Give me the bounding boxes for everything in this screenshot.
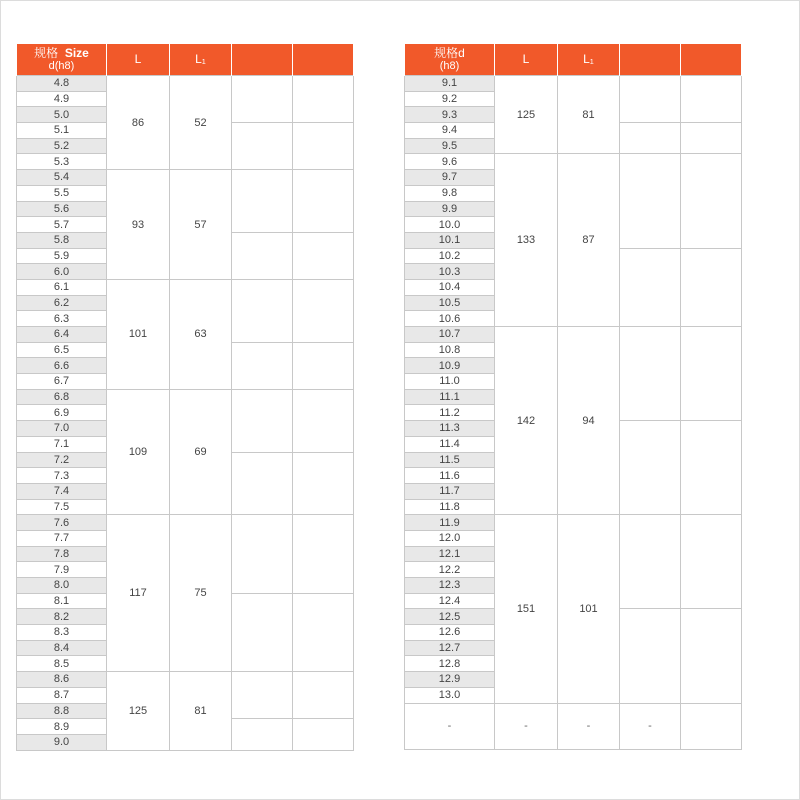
size-cell: 5.3 — [17, 154, 107, 170]
size-cell: 11.0 — [405, 374, 495, 390]
size-cell: 10.8 — [405, 342, 495, 358]
header-l1: L₁ — [558, 44, 620, 76]
size-cell: 7.5 — [17, 499, 107, 515]
size-cell: 10.9 — [405, 358, 495, 374]
size-cell: 11.5 — [405, 452, 495, 468]
empty-cell — [681, 609, 742, 703]
size-cell: 11.1 — [405, 389, 495, 405]
size-cell: 12.8 — [405, 656, 495, 672]
empty-cell — [293, 279, 354, 342]
size-cell: 9.2 — [405, 91, 495, 107]
empty-cell — [293, 452, 354, 515]
size-cell: 6.5 — [17, 342, 107, 358]
size-cell: 12.6 — [405, 625, 495, 641]
size-cell: 10.5 — [405, 295, 495, 311]
dash-cell: - — [620, 703, 681, 749]
size-cell: 7.3 — [17, 468, 107, 484]
size-cell: 9.6 — [405, 154, 495, 170]
size-cell: 7.7 — [17, 530, 107, 546]
empty-cell — [293, 515, 354, 593]
table-row — [17, 279, 354, 295]
size-table-right — [404, 44, 742, 750]
empty-cell — [293, 719, 354, 750]
size-cell: 5.6 — [17, 201, 107, 217]
empty-cell — [293, 232, 354, 279]
size-cell: 12.9 — [405, 672, 495, 688]
size-cell: 7.2 — [17, 452, 107, 468]
size-table-left — [16, 44, 354, 751]
table-body-right — [405, 76, 742, 750]
empty-cell — [232, 76, 293, 123]
length-cell: 109 — [107, 389, 170, 515]
size-cell: 10.4 — [405, 279, 495, 295]
header-size-d: d(h8) — [48, 59, 75, 72]
size-cell: 6.2 — [17, 295, 107, 311]
size-cell: 9.8 — [405, 185, 495, 201]
size-cell: 4.8 — [17, 76, 107, 92]
empty-cell — [620, 154, 681, 248]
size-cell: 9.4 — [405, 123, 495, 139]
length1-cell: 101 — [558, 515, 620, 703]
length1-cell: 63 — [170, 279, 232, 389]
size-cell: 12.1 — [405, 546, 495, 562]
table-row — [17, 170, 354, 186]
size-cell: 11.6 — [405, 468, 495, 484]
size-cell: 7.4 — [17, 483, 107, 499]
header-l1: L₁ — [170, 44, 232, 76]
table-row — [17, 672, 354, 688]
length-cell: 86 — [107, 76, 170, 170]
size-cell: 8.6 — [17, 672, 107, 688]
empty-cell — [620, 327, 681, 421]
size-cell: 6.7 — [17, 374, 107, 390]
size-cell: 8.8 — [17, 703, 107, 719]
length-cell: 125 — [107, 672, 170, 750]
header-empty-2 — [293, 44, 354, 76]
empty-cell — [293, 76, 354, 123]
size-cell: 10.6 — [405, 311, 495, 327]
length1-cell: 94 — [558, 327, 620, 515]
size-cell: 12.3 — [405, 578, 495, 594]
empty-cell — [293, 170, 354, 233]
size-cell: 8.5 — [17, 656, 107, 672]
header-size-d: (h8) — [439, 59, 460, 72]
length-cell: 133 — [495, 154, 558, 327]
header-empty-2 — [681, 44, 742, 76]
size-cell: 9.1 — [405, 76, 495, 92]
length1-cell: 52 — [170, 76, 232, 170]
size-cell: 12.2 — [405, 562, 495, 578]
size-cell: 4.9 — [17, 91, 107, 107]
size-cell: 9.7 — [405, 170, 495, 186]
table-row — [17, 389, 354, 405]
size-cell: 9.0 — [17, 734, 107, 750]
dash-cell: - — [558, 703, 620, 749]
size-cell: 7.1 — [17, 436, 107, 452]
empty-cell — [620, 515, 681, 609]
size-cell: 10.7 — [405, 327, 495, 343]
empty-cell — [232, 279, 293, 342]
empty-cell — [681, 154, 742, 248]
size-cell: 11.9 — [405, 515, 495, 531]
dash-cell: - — [405, 703, 495, 749]
empty-cell — [232, 452, 293, 515]
table-header-row — [405, 44, 742, 76]
size-cell: 6.3 — [17, 311, 107, 327]
empty-cell — [681, 123, 742, 154]
size-cell: 6.6 — [17, 358, 107, 374]
empty-cell — [620, 76, 681, 123]
length1-cell: 81 — [558, 76, 620, 154]
size-cell: 10.0 — [405, 217, 495, 233]
size-cell: 13.0 — [405, 687, 495, 703]
size-cell: 11.8 — [405, 499, 495, 515]
empty-cell — [232, 389, 293, 452]
size-cell: 12.4 — [405, 593, 495, 609]
empty-cell — [232, 719, 293, 750]
size-cell: 6.4 — [17, 327, 107, 343]
size-cell: 8.0 — [17, 578, 107, 594]
size-cell: 11.2 — [405, 405, 495, 421]
size-cell: 8.4 — [17, 640, 107, 656]
size-cell: 9.3 — [405, 107, 495, 123]
size-cell: 8.1 — [17, 593, 107, 609]
length-cell: 101 — [107, 279, 170, 389]
size-cell: 12.0 — [405, 530, 495, 546]
dash-cell: - — [495, 703, 558, 749]
empty-cell — [681, 248, 742, 326]
empty-cell — [232, 515, 293, 593]
header-size-cn: 规格 — [34, 45, 59, 60]
length-cell: 117 — [107, 515, 170, 672]
size-cell: 6.9 — [17, 405, 107, 421]
length1-cell: 69 — [170, 389, 232, 515]
empty-cell — [232, 672, 293, 719]
header-size-en: Size — [64, 45, 89, 60]
size-cell: 8.7 — [17, 687, 107, 703]
table-row — [17, 515, 354, 531]
table-header-row — [17, 44, 354, 76]
empty-cell — [681, 76, 742, 123]
size-cell: 6.0 — [17, 264, 107, 280]
empty-cell — [232, 123, 293, 170]
empty-cell — [681, 703, 742, 749]
size-cell: 6.1 — [17, 279, 107, 295]
header-l: L — [495, 44, 558, 76]
length1-cell: 57 — [170, 170, 232, 280]
size-cell: 7.9 — [17, 562, 107, 578]
empty-cell — [620, 248, 681, 326]
table-body-left — [17, 76, 354, 751]
size-cell: 10.1 — [405, 232, 495, 248]
size-cell: 8.3 — [17, 625, 107, 641]
length1-cell: 81 — [170, 672, 232, 750]
size-cell: 5.5 — [17, 185, 107, 201]
size-cell: 5.1 — [17, 123, 107, 139]
table-row — [405, 76, 742, 92]
empty-cell — [293, 342, 354, 389]
table-row — [405, 327, 742, 343]
size-cell: 7.6 — [17, 515, 107, 531]
size-cell: 7.0 — [17, 421, 107, 437]
length-cell: 125 — [495, 76, 558, 154]
size-cell: 5.4 — [17, 170, 107, 186]
size-cell: 9.9 — [405, 201, 495, 217]
empty-cell — [293, 123, 354, 170]
length-cell: 142 — [495, 327, 558, 515]
size-cell: 10.2 — [405, 248, 495, 264]
empty-cell — [293, 593, 354, 671]
empty-cell — [681, 421, 742, 515]
header-l: L — [107, 44, 170, 76]
header-size — [405, 44, 495, 76]
size-cell: 11.3 — [405, 421, 495, 437]
table-row — [405, 154, 742, 170]
empty-cell — [232, 232, 293, 279]
size-cell: 5.8 — [17, 232, 107, 248]
empty-cell — [293, 672, 354, 719]
size-cell: 6.8 — [17, 389, 107, 405]
empty-cell — [681, 327, 742, 421]
size-cell: 11.7 — [405, 483, 495, 499]
empty-cell — [620, 609, 681, 703]
size-cell: 11.4 — [405, 436, 495, 452]
size-cell: 7.8 — [17, 546, 107, 562]
size-cell: 12.5 — [405, 609, 495, 625]
header-empty-1 — [232, 44, 293, 76]
size-cell: 8.9 — [17, 719, 107, 735]
empty-cell — [620, 421, 681, 515]
table-row — [405, 515, 742, 531]
empty-cell — [620, 123, 681, 154]
size-cell: 5.2 — [17, 138, 107, 154]
empty-cell — [232, 593, 293, 671]
empty-cell — [232, 170, 293, 233]
size-cell: 10.3 — [405, 264, 495, 280]
size-cell: 5.9 — [17, 248, 107, 264]
header-size-cn: 规格d — [434, 45, 465, 60]
length-cell: 151 — [495, 515, 558, 703]
empty-cell — [293, 389, 354, 452]
size-cell: 12.7 — [405, 640, 495, 656]
size-cell: 5.0 — [17, 107, 107, 123]
size-cell: 9.5 — [405, 138, 495, 154]
size-cell: 8.2 — [17, 609, 107, 625]
length1-cell: 87 — [558, 154, 620, 327]
header-size — [17, 44, 107, 76]
table-row — [17, 76, 354, 92]
header-empty-1 — [620, 44, 681, 76]
empty-cell — [681, 515, 742, 609]
footer-row — [405, 703, 742, 749]
size-cell: 5.7 — [17, 217, 107, 233]
length1-cell: 75 — [170, 515, 232, 672]
empty-cell — [232, 342, 293, 389]
length-cell: 93 — [107, 170, 170, 280]
